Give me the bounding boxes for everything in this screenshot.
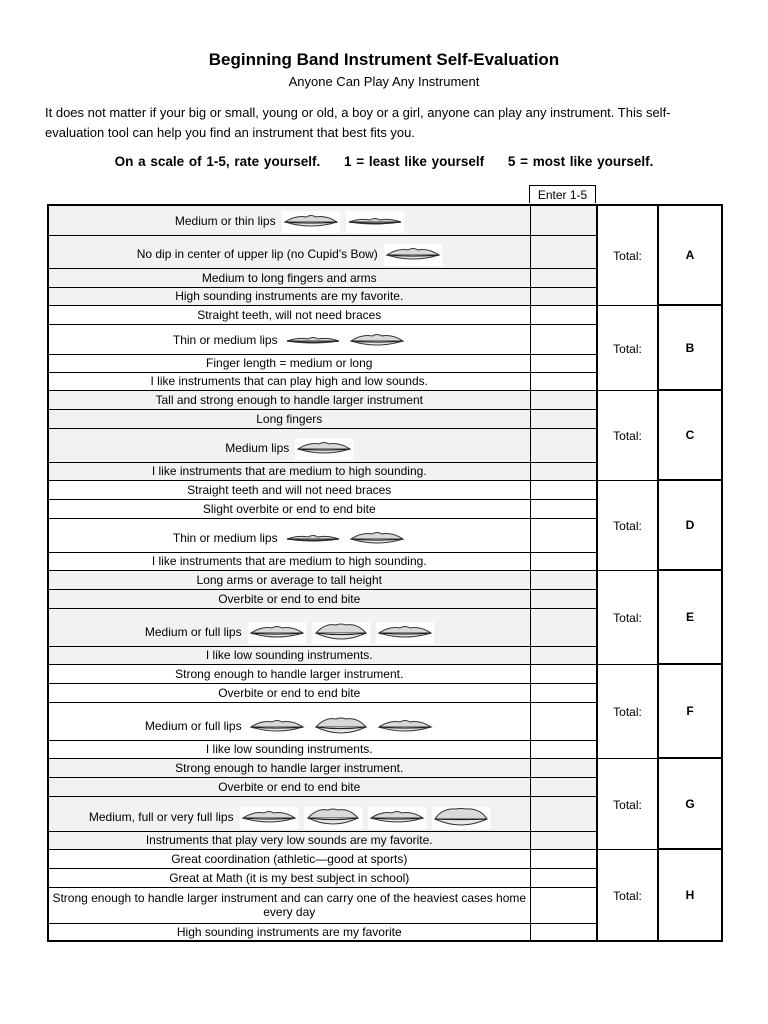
group-letter: G bbox=[658, 758, 722, 849]
criterion-cell bbox=[48, 758, 530, 777]
criterion-cell bbox=[48, 552, 530, 570]
lips-full-icon bbox=[312, 622, 370, 644]
group-letter: B bbox=[658, 305, 722, 390]
total-cell[interactable]: Total: bbox=[597, 570, 658, 664]
rating-input-cell[interactable] bbox=[530, 268, 597, 287]
criterion-text: I like instruments that are medium to high sounding. bbox=[151, 464, 427, 478]
criterion-text: Overbite or end to end bite bbox=[218, 779, 361, 794]
criterion-cell bbox=[48, 287, 530, 305]
criterion-text: Finger length = medium or long bbox=[206, 356, 373, 370]
criterion-text: Straight teeth, will not need braces bbox=[197, 307, 382, 322]
evaluation-table bbox=[47, 204, 723, 942]
scale-instruction: On a scale of 1-5, rate yourself. 1 = least like yourself 5 = most like yourself. bbox=[114, 154, 654, 169]
lips-medium-icon bbox=[348, 528, 406, 550]
enter-rating-header: Enter 1-5 bbox=[529, 185, 596, 203]
criterion-cell bbox=[48, 740, 530, 758]
criterion-cell bbox=[48, 831, 530, 849]
lips-medium-icon bbox=[368, 807, 426, 829]
rating-input-cell[interactable] bbox=[530, 428, 597, 462]
criterion-cell bbox=[48, 796, 530, 831]
rating-input-cell[interactable] bbox=[530, 372, 597, 390]
criterion-text: Overbite or end to end bite bbox=[218, 591, 361, 606]
criterion-text: Thin or medium lips bbox=[172, 332, 278, 347]
rating-input-cell[interactable] bbox=[530, 887, 597, 923]
criterion-cell bbox=[48, 324, 530, 354]
group-letter: C bbox=[658, 390, 722, 480]
criterion-cell bbox=[48, 589, 530, 608]
criterion-cell bbox=[48, 354, 530, 372]
rating-input-cell[interactable] bbox=[530, 796, 597, 831]
criterion-cell bbox=[48, 646, 530, 664]
criterion-cell bbox=[48, 499, 530, 518]
criterion-text: I like instruments that are medium to high sounding. bbox=[151, 554, 427, 568]
criterion-cell bbox=[48, 777, 530, 796]
criterion-text: High sounding instruments are my favorite bbox=[176, 924, 402, 939]
criterion-cell bbox=[48, 480, 530, 499]
lips-thin-icon bbox=[346, 211, 404, 233]
criterion-text: Straight teeth and will not need braces bbox=[187, 482, 392, 497]
table-row bbox=[48, 305, 722, 324]
criterion-cell bbox=[48, 664, 530, 683]
criterion-cell bbox=[48, 887, 530, 923]
lips-medium-icon bbox=[282, 211, 340, 233]
lips-medium-icon bbox=[295, 438, 353, 460]
rating-input-cell[interactable] bbox=[530, 868, 597, 887]
rating-input-cell[interactable] bbox=[530, 390, 597, 409]
rating-input-cell[interactable] bbox=[530, 831, 597, 849]
total-cell[interactable]: Total: bbox=[597, 849, 658, 941]
rating-input-cell[interactable] bbox=[530, 324, 597, 354]
criterion-cell bbox=[48, 683, 530, 702]
criterion-cell bbox=[48, 570, 530, 589]
criterion-cell bbox=[48, 268, 530, 287]
criterion-cell bbox=[48, 849, 530, 868]
criterion-cell bbox=[48, 409, 530, 428]
rating-input-cell[interactable] bbox=[530, 777, 597, 796]
intro-paragraph: It does not matter if your big or small, young or old, a boy or a girl, anyone can play any instrument. This self-evaluation tool can help you find an instrument that best fits you. bbox=[45, 105, 671, 140]
criterion-cell bbox=[48, 305, 530, 324]
page-subtitle: Anyone Can Play Any Instrument bbox=[288, 74, 480, 89]
criterion-text: Strong enough to handle larger instrument. bbox=[175, 666, 404, 681]
total-cell[interactable]: Total: bbox=[597, 305, 658, 390]
lips-medium-icon bbox=[248, 622, 306, 644]
criterion-text: Long fingers bbox=[256, 411, 323, 426]
criterion-cell bbox=[48, 205, 530, 235]
criterion-cell bbox=[48, 390, 530, 409]
criterion-text: I like low sounding instruments. bbox=[205, 648, 373, 662]
total-cell[interactable]: Total: bbox=[597, 205, 658, 305]
criterion-text: Medium or full lips bbox=[144, 624, 242, 639]
table-row bbox=[48, 664, 722, 683]
rating-input-cell[interactable] bbox=[530, 354, 597, 372]
criterion-cell bbox=[48, 372, 530, 390]
criterion-text: Medium or full lips bbox=[144, 718, 242, 733]
criterion-text: Medium, full or very full lips bbox=[88, 809, 234, 824]
criterion-text: Slight overbite or end to end bite bbox=[202, 501, 376, 516]
rating-input-cell[interactable] bbox=[530, 305, 597, 324]
table-row bbox=[48, 480, 722, 499]
group-letter: H bbox=[658, 849, 722, 941]
total-cell[interactable]: Total: bbox=[597, 480, 658, 570]
rating-input-cell[interactable] bbox=[530, 518, 597, 552]
group-letter: D bbox=[658, 480, 722, 570]
rating-input-cell[interactable] bbox=[530, 683, 597, 702]
table-row bbox=[48, 570, 722, 589]
lips-thin-icon bbox=[284, 528, 342, 550]
criterion-text: Overbite or end to end bite bbox=[218, 685, 361, 700]
rating-input-cell[interactable] bbox=[530, 287, 597, 305]
criterion-text: Medium to long fingers and arms bbox=[201, 270, 377, 285]
lips-full-icon bbox=[304, 807, 362, 829]
rating-input-cell[interactable] bbox=[530, 480, 597, 499]
rating-input-cell[interactable] bbox=[530, 499, 597, 518]
criterion-cell bbox=[48, 428, 530, 462]
criterion-text: Tall and strong enough to handle larger instrument bbox=[155, 392, 423, 407]
criterion-text: Instruments that play very low sounds are my favorite. bbox=[145, 833, 433, 847]
criterion-cell bbox=[48, 868, 530, 887]
rating-input-cell[interactable] bbox=[530, 409, 597, 428]
group-letter: F bbox=[658, 664, 722, 758]
criterion-text: Medium or thin lips bbox=[174, 213, 276, 228]
total-cell[interactable]: Total: bbox=[597, 390, 658, 480]
criterion-cell bbox=[48, 702, 530, 740]
table-row bbox=[48, 849, 722, 868]
rating-input-cell[interactable] bbox=[530, 646, 597, 664]
table-row bbox=[48, 758, 722, 777]
lips-medium-icon bbox=[248, 716, 306, 738]
criterion-text: I like low sounding instruments. bbox=[205, 742, 373, 756]
lips-veryfull-icon bbox=[432, 807, 490, 829]
rating-input-cell[interactable] bbox=[530, 740, 597, 758]
lips-medium-icon bbox=[376, 716, 434, 738]
rating-input-cell[interactable] bbox=[530, 589, 597, 608]
lips-medium-icon bbox=[240, 807, 298, 829]
criterion-text: I like instruments that can play high and low sounds. bbox=[150, 374, 428, 388]
criterion-text: High sounding instruments are my favorite. bbox=[175, 289, 404, 303]
criterion-cell bbox=[48, 235, 530, 268]
group-letter: A bbox=[658, 205, 722, 305]
criterion-text: Strong enough to handle larger instrument and can carry one of the heaviest cases home every day bbox=[52, 891, 527, 919]
table-row bbox=[48, 390, 722, 409]
criterion-text: Great coordination (athletic—good at sports) bbox=[171, 851, 408, 866]
criterion-cell bbox=[48, 462, 530, 480]
criterion-text: Strong enough to handle larger instrument. bbox=[175, 760, 404, 775]
rating-input-cell[interactable] bbox=[530, 758, 597, 777]
rating-input-cell[interactable] bbox=[530, 235, 597, 268]
lips-medium-icon bbox=[348, 330, 406, 352]
lips-medium-icon bbox=[376, 622, 434, 644]
criterion-cell bbox=[48, 608, 530, 646]
criterion-text: Medium lips bbox=[225, 440, 290, 455]
criterion-text: Long arms or average to tall height bbox=[196, 572, 382, 587]
lips-thin-icon bbox=[284, 330, 342, 352]
page-title: Beginning Band Instrument Self-Evaluation bbox=[208, 50, 560, 69]
lips-medium-icon bbox=[384, 244, 442, 266]
total-cell[interactable]: Total: bbox=[597, 758, 658, 849]
rating-input-cell[interactable] bbox=[530, 849, 597, 868]
criterion-text: Great at Math (it is my best subject in school) bbox=[169, 870, 410, 885]
rating-input-cell[interactable] bbox=[530, 462, 597, 480]
rating-input-cell[interactable] bbox=[530, 552, 597, 570]
criterion-cell bbox=[48, 923, 530, 941]
rating-input-cell[interactable] bbox=[530, 664, 597, 683]
criterion-text: Thin or medium lips bbox=[172, 530, 278, 545]
lips-full-icon bbox=[312, 716, 370, 738]
rating-input-cell[interactable] bbox=[530, 570, 597, 589]
total-cell[interactable]: Total: bbox=[597, 664, 658, 758]
criterion-cell bbox=[48, 518, 530, 552]
table-row bbox=[48, 205, 722, 235]
rating-input-cell[interactable] bbox=[530, 923, 597, 941]
rating-input-cell[interactable] bbox=[530, 608, 597, 646]
group-letter: E bbox=[658, 570, 722, 664]
rating-input-cell[interactable] bbox=[530, 205, 597, 235]
criterion-text: No dip in center of upper lip (no Cupid's Bow) bbox=[136, 246, 378, 261]
rating-input-cell[interactable] bbox=[530, 702, 597, 740]
